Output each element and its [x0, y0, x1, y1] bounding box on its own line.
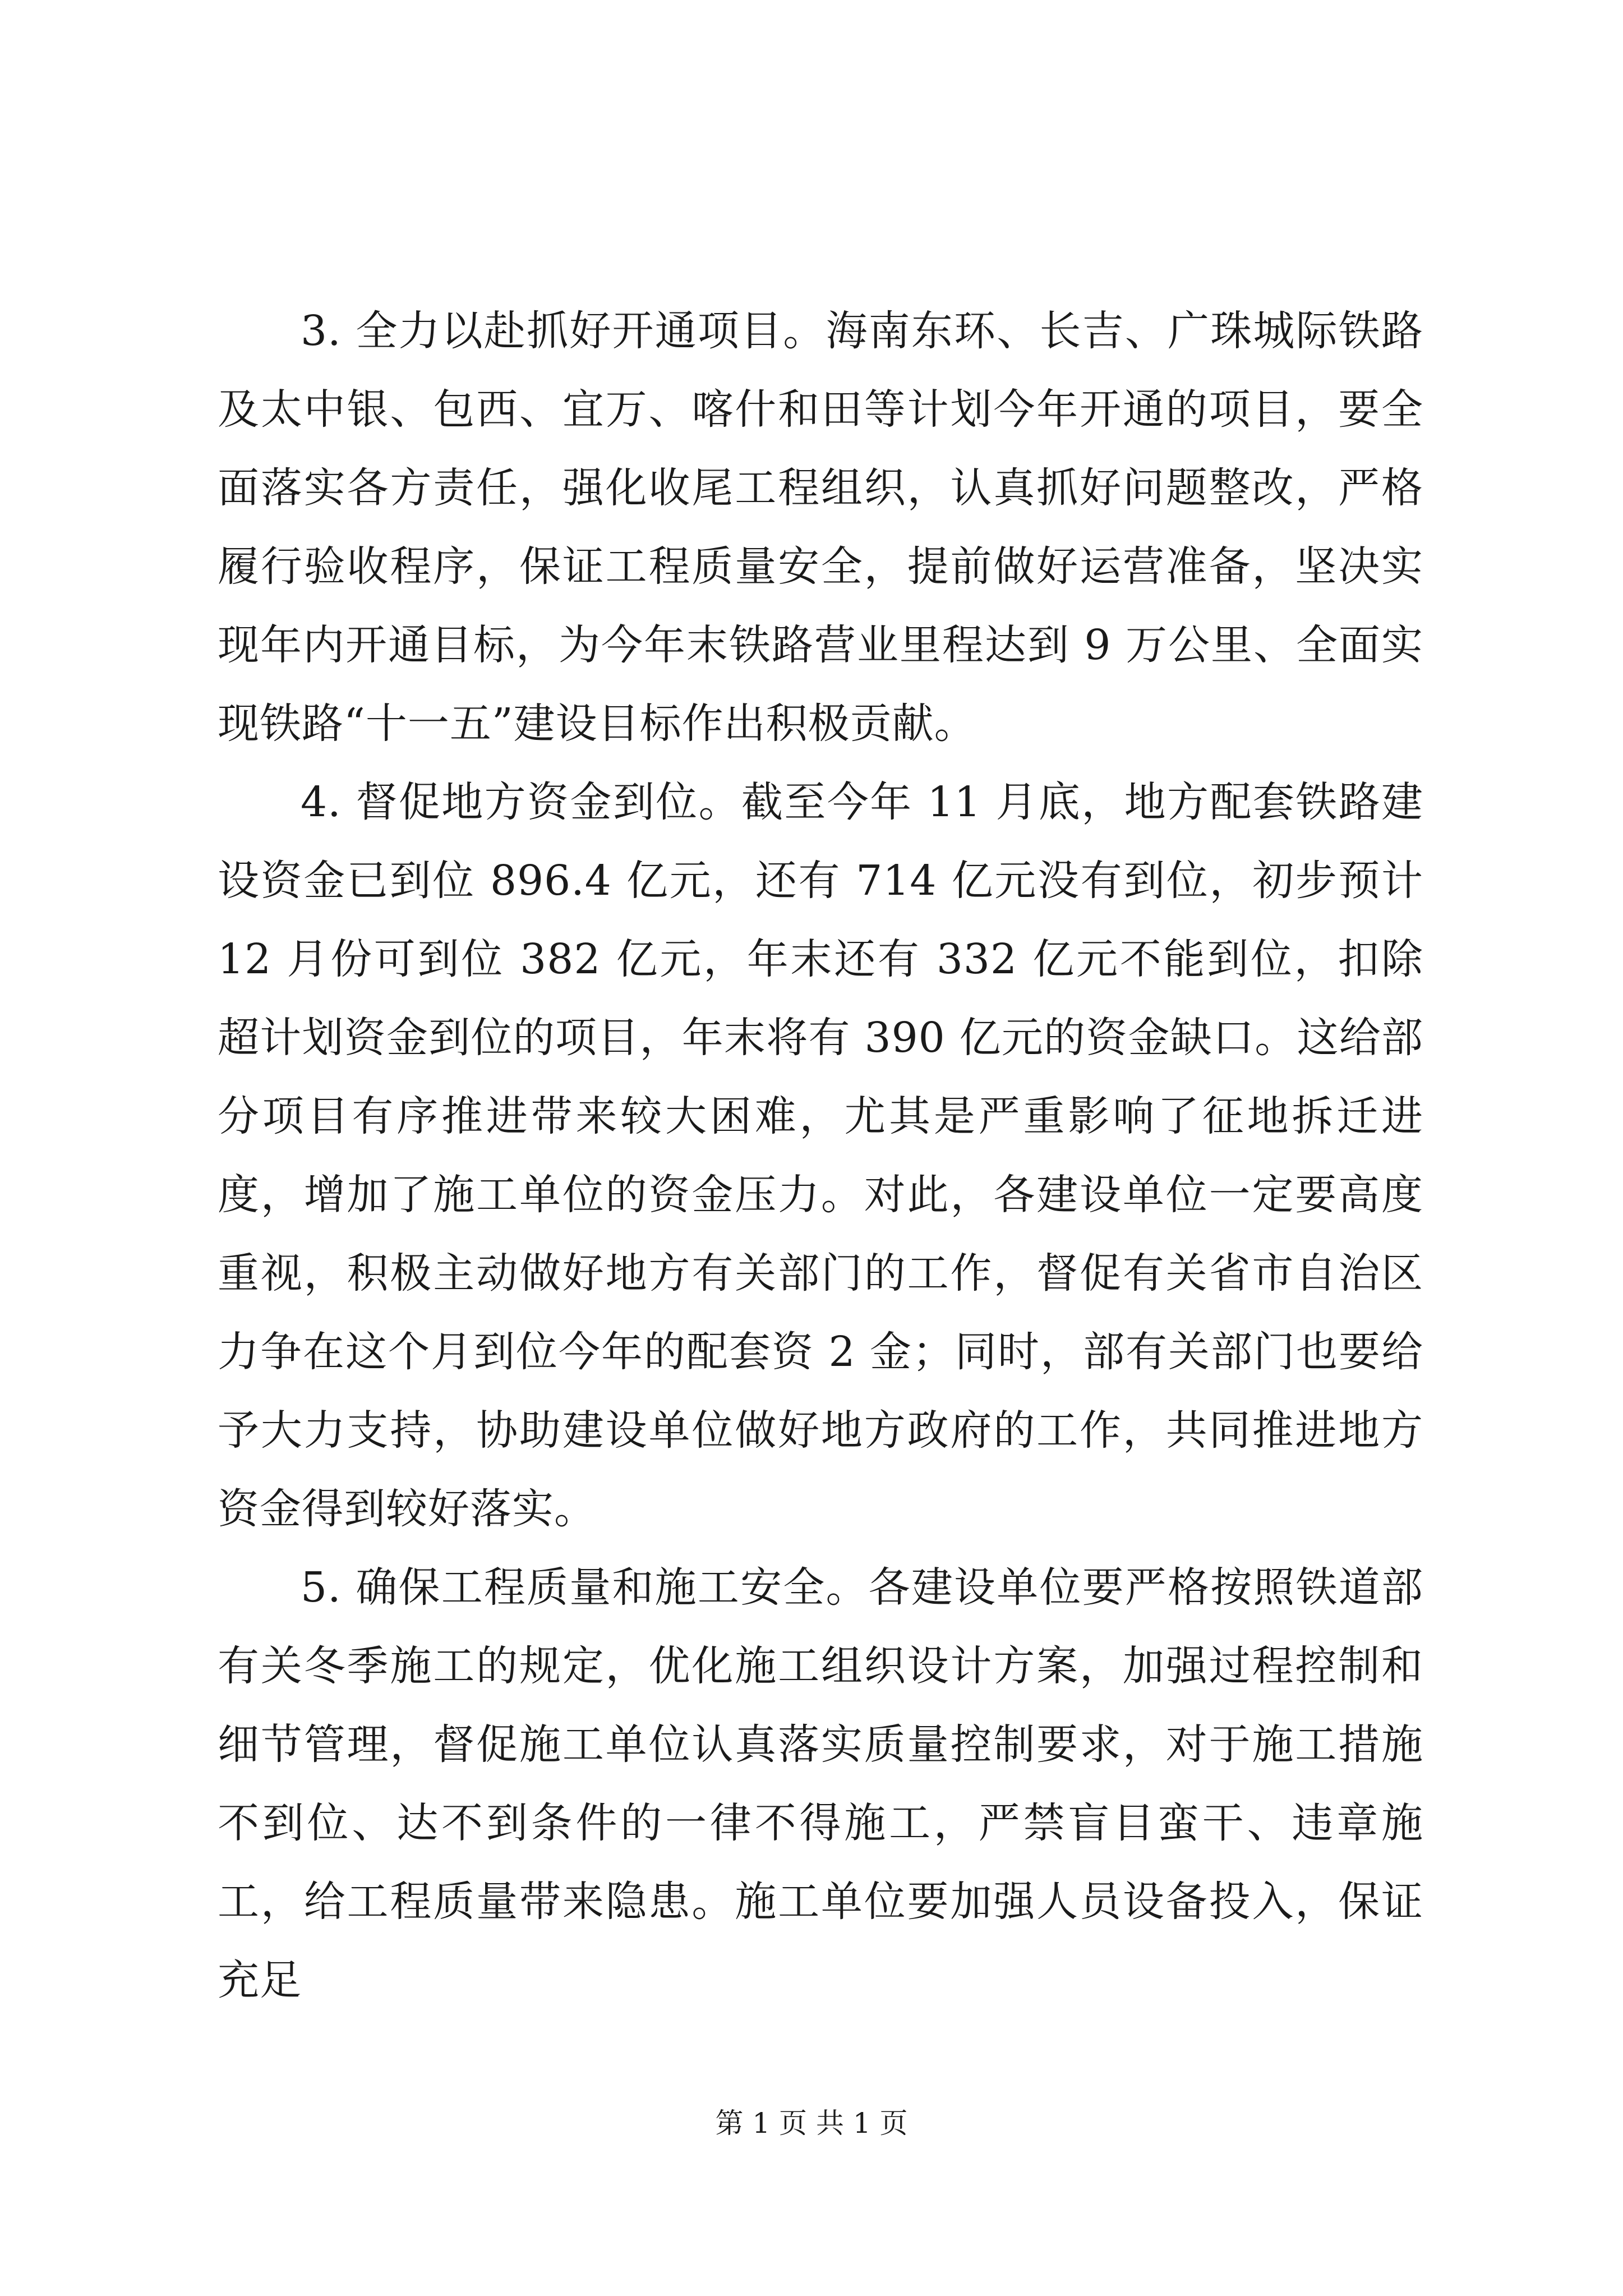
body-text — [218, 292, 1423, 2019]
page-number-label: 第 1 页 共 1 页 — [715, 2107, 908, 2139]
page-footer — [0, 2104, 1623, 2143]
paragraph-item-3: 3. 全力以赴抓好开通项目。海南东环、长吉、广珠城际铁路及太中银、包西、宜万、喀什和田等计划今年开通的项目，要全面落实各方责任，强化收尾工程组织，认真抓好问题整改，严格履行验收程序，保证工程质量安全，提前做好运营准备，坚决实现年内开通目标，为今年末铁路营业里程达到 9 万公里、全面实现铁路“十一五”建设目标作出积极贡献。 — [218, 307, 1423, 748]
paragraph-item-4: 4. 督促地方资金到位。截至今年 11 月底，地方配套铁路建设资金已到位 896.4 亿元，还有 714 亿元没有到位，初步预计 12 月份可到位 382 亿元，年末还有 332 亿元不能到位，扣除超计划资金到位的项目，年末将有 390 亿元的资金缺口。这给部分项目有序推进带来较大困难，尤其是严重影响了征地拆迁进度，增加了施工单位的资金压力。对此，各建设单位一定要高度重视，积极主动做好地方有关部门的工作，督促有关省市自治区力争在这个月到位今年的配套资 2 金；同时，部有关部门也要给予大力支持，协助建设单位做好地方政府的工作，共同推进地方资金得到较好落实。 — [218, 778, 1423, 1533]
paragraph-item-5: 5. 确保工程质量和施工安全。各建设单位要严格按照铁道部有关冬季施工的规定，优化施工组织设计方案，加强过程控制和细节管理，督促施工单位认真落实质量控制要求，对于施工措施不到位、达不到条件的一律不得施工，严禁盲目蛮干、违章施工，给工程质量带来隐患。施工单位要加强人员设备投入，保证充足 — [218, 1563, 1423, 2004]
